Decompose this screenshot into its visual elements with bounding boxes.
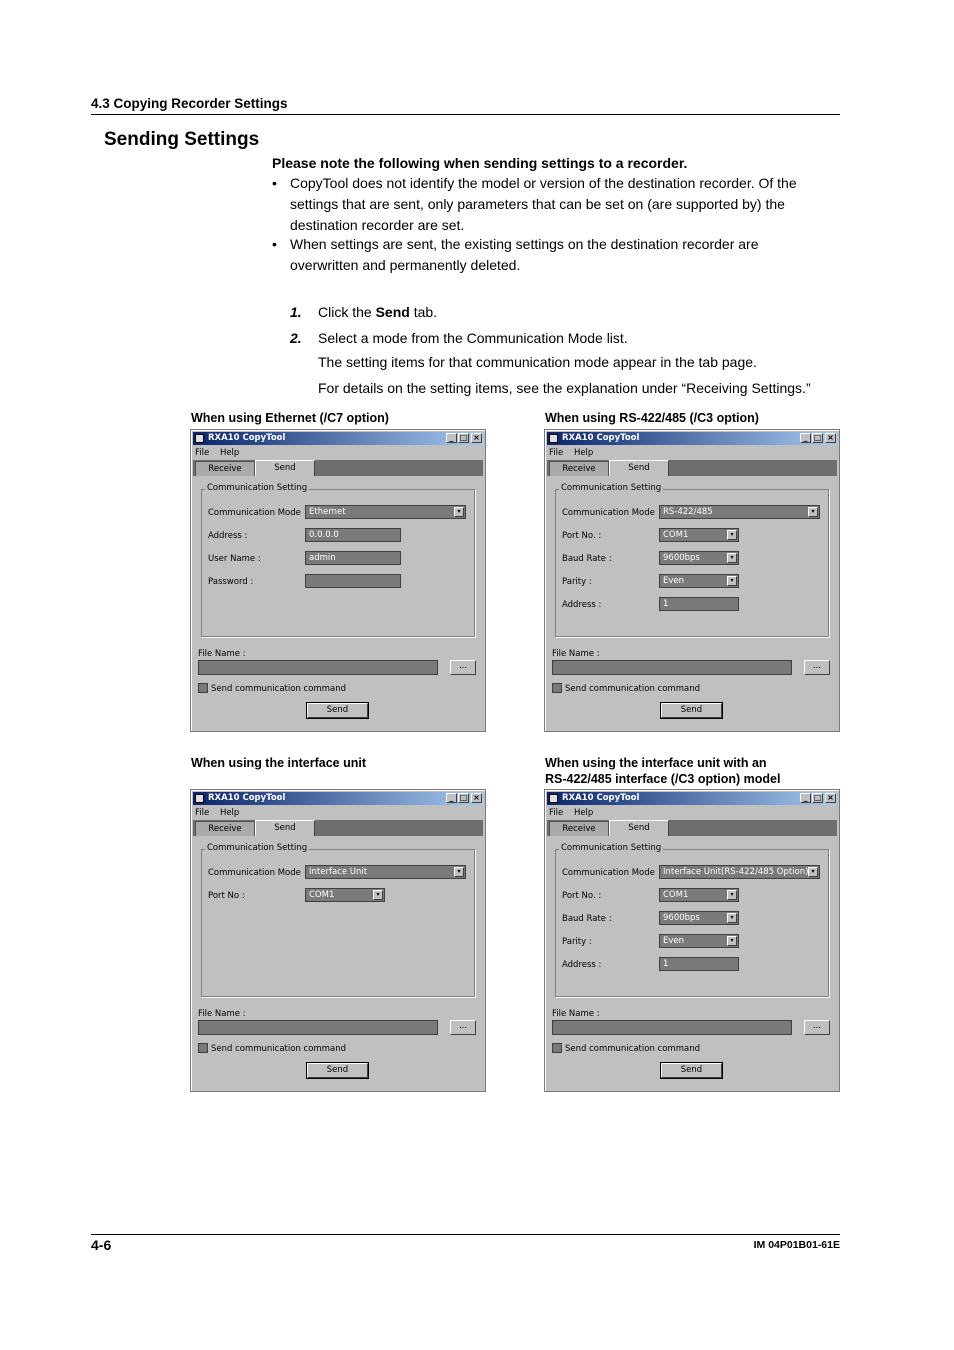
address-label: Address : [208,531,248,541]
chevron-down-icon[interactable]: ▾ [727,530,737,540]
mode-select[interactable]: Interface Unit(RS-422/485 Option) ▾ [659,865,820,879]
menu-help[interactable]: Help [573,448,594,458]
menu-file[interactable]: File [549,448,564,458]
browse-button[interactable]: ... [450,660,476,675]
menu-help[interactable]: Help [219,448,240,458]
file-name-input[interactable] [552,1020,792,1035]
parity-label: Parity : [562,577,592,587]
app-icon [195,434,204,443]
group-label: Communication Setting [561,483,662,493]
menu-file[interactable]: File [195,808,210,818]
menu-bar [195,447,247,459]
minimize-button[interactable]: _ [446,433,457,443]
step-note: For details on the setting items, see the explanation under “Receiving Settings.” [318,380,811,396]
menu-bar [549,447,601,459]
mode-label: Communication Mode [208,868,301,878]
maximize-button[interactable]: □ [459,433,468,442]
send-command-label: Send communication command [211,1044,346,1054]
figure-caption-ethernet: When using Ethernet (/C7 option) [191,411,389,425]
baud-rate-select[interactable]: 9600bps ▾ [659,911,739,925]
window-title: RXA10 CopyTool [208,433,286,443]
chevron-down-icon[interactable]: ▾ [808,867,818,877]
send-command-checkbox[interactable] [552,1043,562,1053]
menu-help[interactable]: Help [573,808,594,818]
title-bar [547,432,837,445]
maximize-button[interactable]: □ [459,793,468,802]
app-icon [549,794,558,803]
send-button[interactable]: Send [307,703,368,718]
tab-receive[interactable]: Receive [195,821,255,836]
tab-receive[interactable]: Receive [549,461,609,476]
mode-select[interactable]: Interface Unit ▾ [305,865,466,879]
chevron-down-icon[interactable]: ▾ [454,507,464,517]
tab-send[interactable]: Send [255,460,315,476]
send-command-checkbox[interactable] [552,683,562,693]
window-title: RXA10 CopyTool [562,793,640,803]
close-button[interactable]: × [471,433,482,443]
parity-select[interactable]: Even ▾ [659,574,739,588]
port-label: Port No. : [562,891,602,901]
browse-button[interactable]: ... [450,1020,476,1035]
parity-label: Parity : [562,937,592,947]
window-title: RXA10 CopyTool [562,433,640,443]
close-button[interactable]: × [471,793,482,803]
tab-receive[interactable]: Receive [549,821,609,836]
bullet-line: destination recorder are set. [290,217,465,233]
bullet-line: When settings are sent, the existing settings on the destination recorder are [290,236,759,252]
menu-file[interactable]: File [549,808,564,818]
chevron-down-icon[interactable]: ▾ [727,890,737,900]
bullet-mark: • [272,236,277,252]
address-label: Address : [562,960,602,970]
tab-strip [193,460,483,476]
bullet-line: CopyTool does not identify the model or version of the destination recorder. Of the [290,175,797,191]
send-command-checkbox[interactable] [198,1043,208,1053]
chevron-down-icon[interactable]: ▾ [808,507,818,517]
port-select[interactable]: COM1 ▾ [305,888,385,902]
chevron-down-icon[interactable]: ▾ [727,576,737,586]
step-number: 2. [290,330,302,346]
bullet-item [272,173,832,236]
send-command-label: Send communication command [565,1044,700,1054]
maximize-button[interactable]: □ [813,433,822,442]
send-command-label: Send communication command [211,684,346,694]
step-text: Select a mode from the Communication Mode list. [318,330,628,346]
port-label: Port No : [208,891,245,901]
baud-rate-select[interactable]: 9600bps ▾ [659,551,739,565]
file-name-label: File Name : [552,1009,600,1019]
chevron-down-icon[interactable]: ▾ [727,553,737,563]
port-select[interactable]: COM1 ▾ [659,528,739,542]
send-command-checkbox[interactable] [198,683,208,693]
menu-help[interactable]: Help [219,808,240,818]
port-select[interactable]: COM1 ▾ [659,888,739,902]
minimize-button[interactable]: _ [446,793,457,803]
minimize-button[interactable]: _ [800,433,811,443]
address-input[interactable]: 1 [659,957,739,971]
header-rule [91,114,840,115]
chevron-down-icon[interactable]: ▾ [727,913,737,923]
tab-strip [547,460,837,476]
send-button[interactable]: Send [661,703,722,718]
baud-rate-label: Baud Rate : [562,914,612,924]
chevron-down-icon[interactable]: ▾ [454,867,464,877]
title-bar [193,792,483,805]
document-id: IM 04P01B01-61E [753,1239,840,1251]
title-bar [547,792,837,805]
section-header: 4.3 Copying Recorder Settings [91,96,288,111]
address-input[interactable]: 1 [659,597,739,611]
minimize-button[interactable]: _ [800,793,811,803]
page-number: 4-6 [91,1237,112,1253]
close-button[interactable]: × [825,433,836,443]
group-label: Communication Setting [207,483,308,493]
tab-send[interactable]: Send [609,460,669,476]
footer-rule [91,1234,840,1235]
parity-select[interactable]: Even ▾ [659,934,739,948]
menu-bar [195,807,247,819]
close-button[interactable]: × [825,793,836,803]
bullet-mark: • [272,175,277,191]
bullet-item [272,234,832,276]
title-bar [193,432,483,445]
group-label: Communication Setting [207,843,308,853]
copytool-window-interface [190,789,486,1092]
chevron-down-icon[interactable]: ▾ [727,936,737,946]
tab-send[interactable]: Send [609,820,669,836]
menu-file[interactable]: File [195,448,210,458]
mode-label: Communication Mode [208,508,301,518]
tab-send[interactable]: Send [255,820,315,836]
mode-select[interactable]: RS-422/485 ▾ [659,505,820,519]
send-button[interactable]: Send [661,1063,722,1078]
group-label: Communication Setting [561,843,662,853]
chevron-down-icon[interactable]: ▾ [373,890,383,900]
file-name-label: File Name : [198,649,246,659]
menu-bar [549,807,601,819]
figure-caption-rs422: When using RS-422/485 (/C3 option) [545,411,759,425]
tab-receive[interactable]: Receive [195,461,255,476]
figure-caption-interface: When using the interface unit [191,756,367,770]
port-label: Port No. : [562,531,602,541]
user-name-label: User Name : [208,554,261,564]
browse-button[interactable]: ... [804,1020,830,1035]
password-label: Password : [208,577,254,587]
app-icon [195,794,204,803]
file-name-input[interactable] [198,660,438,675]
note-heading: Please note the following when sending settings to a recorder. [272,155,688,171]
mode-label: Communication Mode [562,508,655,518]
maximize-button[interactable]: □ [813,793,822,802]
file-name-label: File Name : [198,1009,246,1019]
send-button[interactable]: Send [307,1063,368,1078]
file-name-label: File Name : [552,649,600,659]
browse-button[interactable]: ... [804,660,830,675]
bullet-line: overwritten and permanently deleted. [290,257,521,273]
app-icon [549,434,558,443]
password-input[interactable] [305,574,401,588]
figure-caption-interface-rs: When using the interface unit with an RS-422/485 interface (/C3 option) model [545,756,781,786]
baud-rate-label: Baud Rate : [562,554,612,564]
mode-select[interactable]: Ethernet ▾ [305,505,466,519]
file-name-input[interactable] [198,1020,438,1035]
bullet-line: settings that are sent, only parameters that can be set on (are supported by) the [290,196,785,212]
window-title: RXA10 CopyTool [208,793,286,803]
send-command-label: Send communication command [565,684,700,694]
tab-strip [547,820,837,836]
copytool-window-rs422 [544,429,840,732]
tab-strip [193,820,483,836]
address-input[interactable]: 0.0.0.0 [305,528,401,542]
address-label: Address : [562,600,602,610]
step-text: Click the Send tab. [318,304,438,320]
user-name-input[interactable]: admin [305,551,401,565]
mode-label: Communication Mode [562,868,655,878]
step-note: The setting items for that communication mode appear in the tab page. [318,354,757,370]
page-title: Sending Settings [104,129,260,150]
copytool-window-interface-rs [544,789,840,1092]
copytool-window-ethernet [190,429,486,732]
step-number: 1. [290,304,302,320]
file-name-input[interactable] [552,660,792,675]
